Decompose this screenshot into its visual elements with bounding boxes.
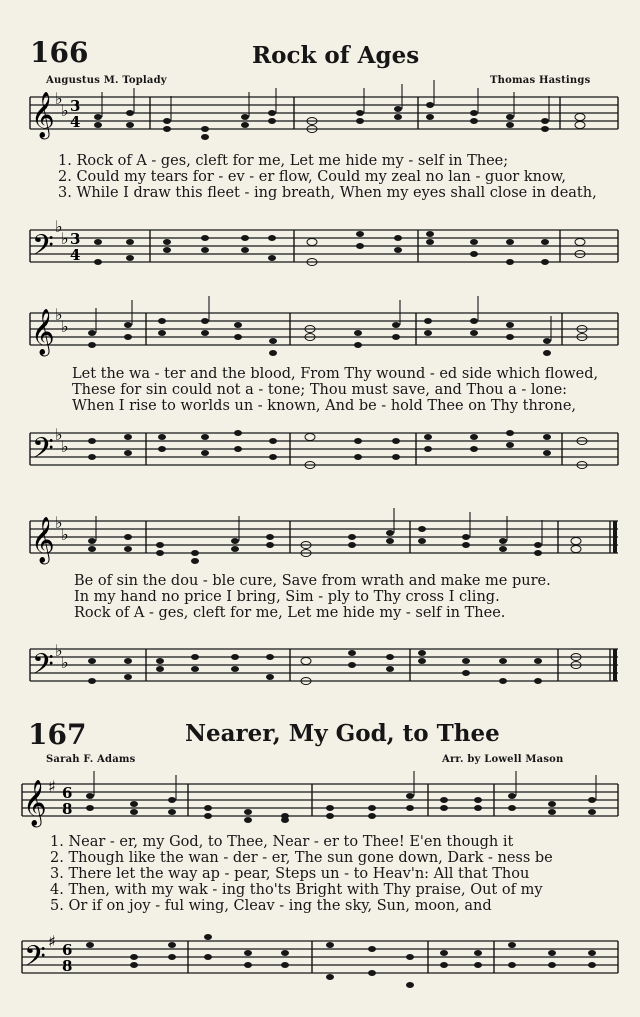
verse-line: 3. There let the way ap - pear, Steps un - to Heav'n: All that Thou [50,866,530,882]
bass-clef-icon: 𝄢 [24,940,46,980]
treble-clef-icon: 𝄞 [23,780,47,826]
time-signature-top: 6 [62,941,73,959]
staff-lines-bass-2 [30,433,618,465]
lyrics-system-3 [74,573,551,621]
hymn-author: Sarah F. Adams [46,754,136,765]
staff-lines-treble-1 [30,97,618,129]
verse-line: 2. Though like the wan - der - er, The sun gone down, Dark - ness be [50,850,553,866]
staff-lines-treble-3 [30,521,618,553]
staff-lines-treble-2 [30,313,618,345]
lyrics-system-2 [72,366,598,414]
bass-clef-icon: 𝄢 [32,432,54,472]
svg-text:♭: ♭ [61,101,69,120]
verse-line: 3. While I draw this fleet - ing breath, When my eyes shall close in death, [58,185,597,201]
svg-text:♭: ♭ [55,89,63,108]
svg-text:♭: ♭ [55,217,63,236]
svg-text:♭: ♭ [61,437,69,456]
hymn-number: 166 [30,36,89,69]
verse-line: 1. Rock of A - ges, cleft for me, Let me hide my - self in Thee; [58,153,509,169]
hymn-composer: Thomas Hastings [490,75,591,86]
time-signature-top: 3 [70,97,81,115]
svg-text:♭: ♭ [61,525,69,544]
svg-text:♭: ♭ [61,653,69,672]
verse-line: 1. Near - er, my God, to Thee, Near - er to Thee! E'en though it [50,834,514,850]
staff-lines-treble-167 [22,784,618,816]
verse-line: These for sin could not a - tone; Thou must save, and Thou a - lone: [72,382,568,398]
bass-clef-icon: 𝄢 [32,648,54,688]
verse-line: Let the wa - ter and the blood, From Thy wound - ed side which flowed, [72,366,599,382]
staff-lines-bass-3 [30,649,618,681]
bass-clef-icon: 𝄢 [32,229,54,269]
svg-text:♭: ♭ [61,229,69,248]
time-signature-top: 6 [62,784,73,802]
svg-text:♭: ♭ [55,513,63,532]
svg-text:♭: ♭ [55,305,63,324]
verse-line: Rock of A - ges, cleft for me, Let me hide my - self in Thee. [74,605,506,621]
treble-clef-icon: 𝄞 [31,517,55,563]
verse-line: 4. Then, with my wak - ing tho'ts Bright with Thy praise, Out of my [50,882,543,898]
time-signature-bottom: 4 [70,246,81,264]
treble-clef-icon: 𝄞 [31,309,55,355]
verse-line: 5. Or if on joy - ful wing, Cleav - ing the sky, Sun, moon, and [50,898,492,914]
sharp-icon: ♯ [48,777,56,796]
staff-lines-bass-1 [30,230,618,262]
verse-line: In my hand no price I bring, Sim - ply to Thy cross I cling. [74,589,500,605]
treble-clef-icon: 𝄞 [31,92,55,138]
hymn-composer: Arr. by Lowell Mason [442,754,564,765]
sharp-icon: ♯ [48,932,56,951]
svg-text:♭: ♭ [55,425,63,444]
hymn-title: Rock of Ages [252,42,420,69]
hymn-title: Nearer, My God, to Thee [185,720,500,747]
hymn-number: 167 [28,718,87,751]
verse-line: When I rise to worlds un - known, And be - hold Thee on Thy throne, [72,398,577,414]
lyrics-system-1 [58,153,597,201]
time-signature-top: 3 [70,230,81,248]
hymn-author: Augustus M. Toplady [46,75,167,86]
time-signature-bottom: 8 [62,800,73,818]
svg-text:♭: ♭ [61,317,69,336]
time-signature-bottom: 4 [70,113,81,131]
time-signature-bottom: 8 [62,957,73,975]
verse-line: 2. Could my tears for - ev - er flow, Could my zeal no lan - guor know, [58,169,567,185]
verse-line: Be of sin the dou - ble cure, Save from wrath and make me pure. [74,573,551,589]
lyrics-system-167 [50,834,553,914]
svg-text:♭: ♭ [55,641,63,660]
staff-lines-bass-167 [22,941,618,973]
